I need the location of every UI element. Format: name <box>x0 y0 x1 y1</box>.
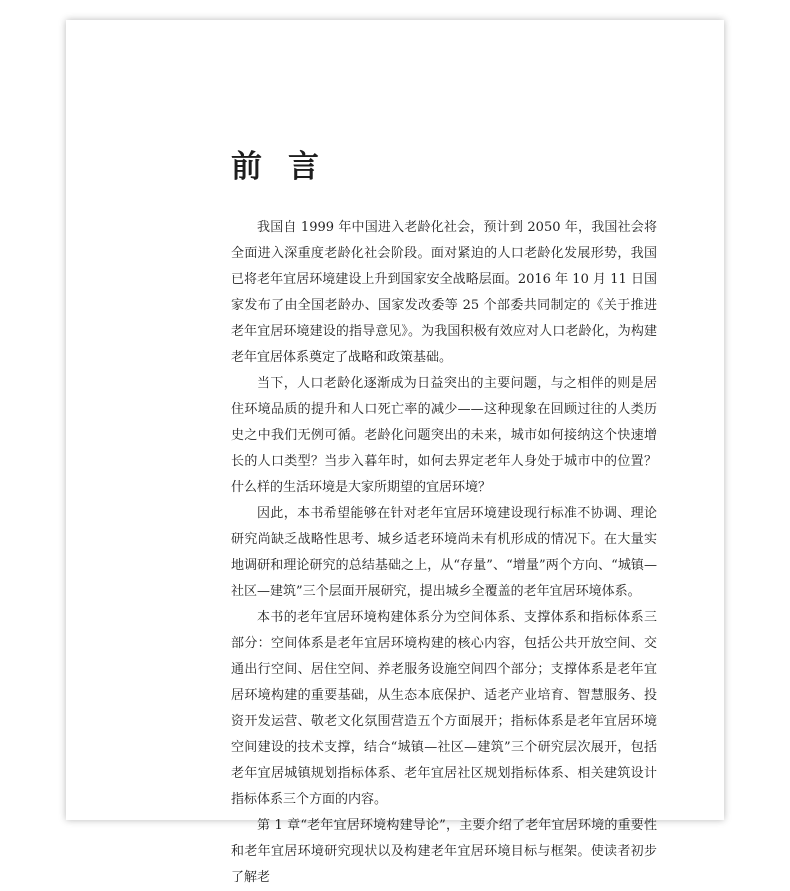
paragraph: 当下，人口老龄化逐渐成为日益突出的主要问题，与之相伴的则是居住环境品质的提升和人口死亡率的减少——这种现象在回顾过往的人类历史之中我们无例可循。老龄化问题突出的未来，城市如何接纳这个快速增长的人口类型？当步入暮年时，如何去界定老年人身处于城市中的位置？什么样的生活环境是大家所期望的宜居环境？ <box>231 376 657 495</box>
paragraph: 第 1 章“老年宜居环境构建导论”，主要介绍了老年宜居环境的重要性和老年宜居环境研究现状以及构建老年宜居环境目标与框架。使读者初步了解老 <box>231 818 657 885</box>
paragraph: 我国自 1999 年中国进入老龄化社会，预计到 2050 年，我国社会将全面进入深重度老龄化社会阶段。面对紧迫的人口老龄化发展形势，我国已将老年宜居环境建设上升到国家安全战略层面。2016 年 10 月 11 日国家发布了由全国老龄办、国家发改委等 25 个部委共同制定的《关于推进老年宜居环境建设的指导意见》。为我国积极有效应对人口老龄化，为构建老年宜居体系奠定了战略和政策基础。 <box>231 220 657 365</box>
page-title: 前言 <box>231 149 345 185</box>
paragraph: 因此，本书希望能够在针对老年宜居环境建设现行标准不协调、理论研究尚缺乏战略性思考、城乡适老环境尚未有机形成的情况下。在大量实地调研和理论研究的总结基础之上，从“存量”、“增量”两个方向、“城镇—社区—建筑”三个层面开展研究，提出城乡全覆盖的老年宜居环境体系。 <box>231 506 657 599</box>
paragraph: 本书的老年宜居环境构建体系分为空间体系、支撑体系和指标体系三部分：空间体系是老年宜居环境构建的核心内容，包括公共开放空间、交通出行空间、居住空间、养老服务设施空间四个部分；支撑体系是老年宜居环境构建的重要基础，从生态本底保护、适老产业培育、智慧服务、投资开发运营、敬老文化氛围营造五个方面展开；指标体系是老年宜居环境空间建设的技术支撑，结合“城镇—社区—建筑”三个研究层次展开，包括老年宜居城镇规划指标体系、老年宜居社区规划指标体系、相关建筑设计指标体系三个方面的内容。 <box>231 610 657 807</box>
